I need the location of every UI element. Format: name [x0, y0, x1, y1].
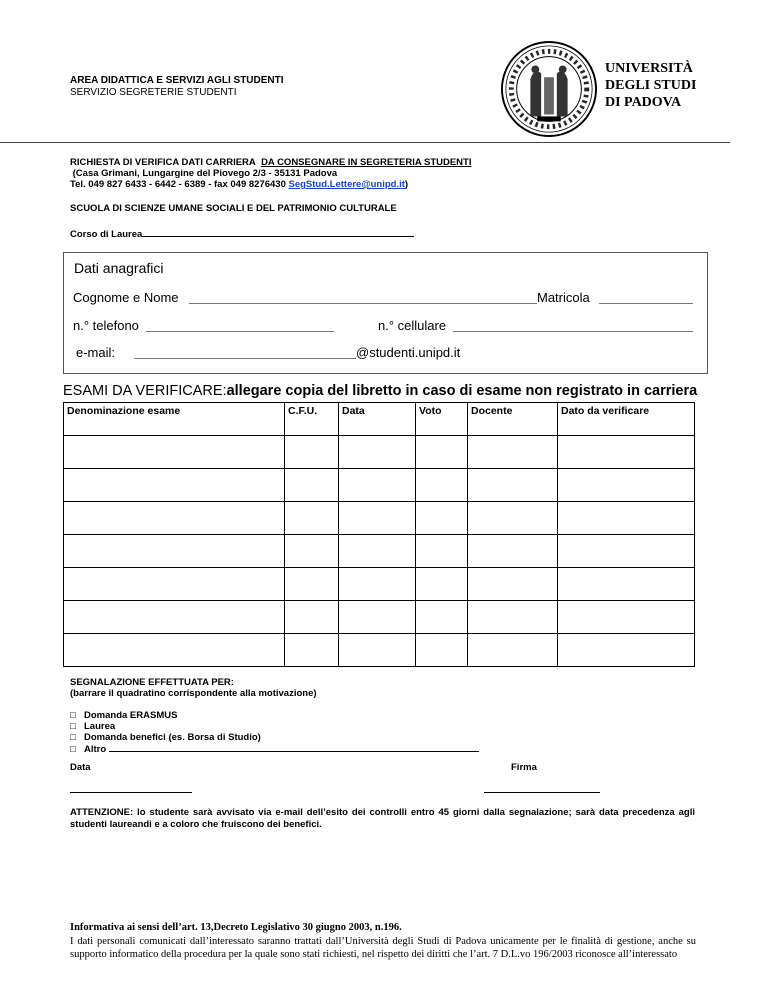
table-cell[interactable] — [416, 535, 468, 568]
office-contacts: Tel. 049 827 6433 - 6442 - 6389 - fax 049 8276430 — [70, 179, 286, 190]
segnalazione-options — [70, 710, 479, 754]
attenzione-note: ATTENZIONE: lo studente sarà avvisato via e-mail dell’esito dei controlli entro 45 giorni dalla segnalazione; sarà data precedenza agli studenti laureandi e a coloro che fruiscono dei benefici. — [70, 807, 695, 830]
university-seal-logo — [500, 40, 598, 138]
school-name: SCUOLA DI SCIENZE UMANE SOCIALI E DEL PATRIMONIO CULTURALE — [70, 203, 397, 214]
corso-input-line[interactable] — [142, 227, 414, 237]
table-cell[interactable] — [468, 469, 558, 502]
table-row — [64, 502, 695, 535]
col-dato-verificare: Dato da verificare — [558, 403, 695, 436]
table-cell[interactable] — [339, 634, 416, 667]
table-cell[interactable] — [285, 601, 339, 634]
table-cell[interactable] — [64, 535, 285, 568]
email-domain: @studenti.unipd.it — [356, 345, 461, 360]
table-cell[interactable] — [558, 601, 695, 634]
checkbox-icon[interactable]: □ — [70, 732, 76, 743]
option-laurea[interactable]: □ Laurea — [70, 721, 116, 732]
table-cell[interactable] — [558, 634, 695, 667]
table-row — [64, 469, 695, 502]
table-cell[interactable] — [285, 469, 339, 502]
service-title: SERVIZIO SEGRETERIE STUDENTI — [70, 87, 237, 98]
altro-input-line[interactable] — [109, 743, 479, 752]
table-row — [64, 436, 695, 469]
table-cell[interactable] — [64, 502, 285, 535]
table-cell[interactable] — [285, 535, 339, 568]
office-address: (Casa Grimani, Lungargine del Piovego 2/3 - 35131 Padova — [72, 168, 338, 179]
checkbox-icon[interactable]: □ — [70, 744, 76, 755]
option-erasmus[interactable]: □ Domanda ERASMUS — [70, 710, 178, 721]
university-name-logo: UNIVERSITÀ DEGLI STUDI DI PADOVA — [605, 61, 697, 110]
table-cell[interactable] — [339, 436, 416, 469]
office-email-link[interactable]: SegStud.Lettere@unipd.it — [288, 179, 405, 190]
table-cell[interactable] — [468, 568, 558, 601]
dati-anagrafici-box — [63, 252, 708, 374]
request-block: RICHIESTA DI VERIFICA DATI CARRIERA DA CONSEGNARE IN SEGRETERIA STUDENTI (Casa Grimani, Lungargine del Piovego 2/3 - 35131 Padova Tel. 049 827 6433 - 6442 - 6389 - fax 049 8276430 SegStud.Lettere@unipd.it) — [70, 157, 472, 190]
table-cell[interactable] — [468, 601, 558, 634]
request-title: RICHIESTA DI VERIFICA DATI CARRIERA — [70, 157, 256, 168]
checkbox-icon[interactable]: □ — [70, 710, 76, 721]
table-cell[interactable] — [285, 634, 339, 667]
table-cell[interactable] — [558, 436, 695, 469]
email-label: e-mail: — [76, 345, 116, 360]
table-cell[interactable] — [64, 469, 285, 502]
firma-label: Firma — [511, 762, 537, 773]
table-row — [64, 601, 695, 634]
table-cell[interactable] — [416, 469, 468, 502]
table-row — [64, 634, 695, 667]
table-cell[interactable] — [64, 601, 285, 634]
office-title: AREA DIDATTICA E SERVIZI AGLI STUDENTI — [70, 75, 284, 86]
cognome-label: Cognome e Nome — [73, 290, 179, 305]
table-cell[interactable] — [468, 436, 558, 469]
table-cell[interactable] — [558, 469, 695, 502]
table-cell[interactable] — [64, 568, 285, 601]
table-cell[interactable] — [339, 469, 416, 502]
option-benefici[interactable]: □ Domanda benefici (es. Borsa di Studio) — [70, 732, 261, 743]
cognome-input-line[interactable] — [189, 303, 537, 304]
table-cell[interactable] — [558, 568, 695, 601]
matricola-input-line[interactable] — [599, 303, 693, 304]
esami-table — [63, 402, 695, 667]
segnalazione-title: SEGNALAZIONE EFFETTUATA PER: — [70, 677, 234, 688]
table-cell[interactable] — [64, 436, 285, 469]
checkbox-icon[interactable]: □ — [70, 721, 76, 732]
table-cell[interactable] — [558, 502, 695, 535]
table-cell[interactable] — [285, 568, 339, 601]
header-divider — [0, 142, 730, 143]
cellulare-label: n.° cellulare — [378, 318, 447, 333]
table-row — [64, 568, 695, 601]
request-destination: DA CONSEGNARE IN SEGRETERIA STUDENTI — [261, 157, 472, 168]
table-cell[interactable] — [416, 634, 468, 667]
table-cell[interactable] — [416, 601, 468, 634]
telefono-label: n.° telefono — [73, 318, 139, 333]
table-cell[interactable] — [285, 436, 339, 469]
col-data: Data — [339, 403, 416, 436]
table-cell[interactable] — [339, 535, 416, 568]
table-cell[interactable] — [468, 502, 558, 535]
informativa-body: I dati personali comunicati dall’interessato saranno trattati dall’Università degli Studi di Padova unicamente per le finalità di gestione, anche su supporto informatico della procedura per la quale sono stati richiesti, nel rispetto dei diritti che l’art. 7 D.L.vo 196/2003 riconosce all’interessato — [70, 936, 696, 960]
data-label: Data — [70, 762, 91, 773]
col-denominazione: Denominazione esame — [64, 403, 285, 436]
firma-input-line[interactable] — [484, 792, 600, 793]
email-input-line[interactable] — [134, 358, 356, 359]
col-voto: Voto — [416, 403, 468, 436]
table-header-row — [64, 403, 695, 436]
table-cell[interactable] — [416, 568, 468, 601]
option-altro[interactable]: □ Altro — [70, 743, 479, 754]
table-cell[interactable] — [416, 436, 468, 469]
table-cell[interactable] — [416, 502, 468, 535]
cellulare-input-line[interactable] — [453, 331, 693, 332]
table-row — [64, 535, 695, 568]
table-cell[interactable] — [339, 601, 416, 634]
segnalazione-subtitle: (barrare il quadratino corrispondente alla motivazione) — [70, 688, 317, 699]
col-docente: Docente — [468, 403, 558, 436]
informativa-title: Informativa ai sensi dell’art. 13,Decreto Legislativo 30 giugno 2003, n.196. — [70, 922, 402, 933]
esami-heading: ESAMI DA VERIFICARE:allegare copia del libretto in caso di esame non registrato in carriera — [63, 383, 698, 399]
table-cell[interactable] — [558, 535, 695, 568]
table-cell[interactable] — [285, 502, 339, 535]
matricola-label: Matricola — [537, 290, 590, 305]
col-cfu: C.F.U. — [285, 403, 339, 436]
table-cell[interactable] — [468, 634, 558, 667]
data-input-line[interactable] — [70, 792, 192, 793]
dati-anagrafici-title: Dati anagrafici — [74, 260, 164, 276]
corso-di-laurea-field[interactable] — [70, 227, 414, 240]
table-cell[interactable] — [339, 568, 416, 601]
table-cell[interactable] — [339, 502, 416, 535]
table-cell[interactable] — [64, 634, 285, 667]
table-cell[interactable] — [468, 535, 558, 568]
segnalazione-block — [70, 677, 317, 699]
corso-label: Corso di Laurea — [70, 229, 143, 240]
telefono-input-line[interactable] — [146, 331, 334, 332]
